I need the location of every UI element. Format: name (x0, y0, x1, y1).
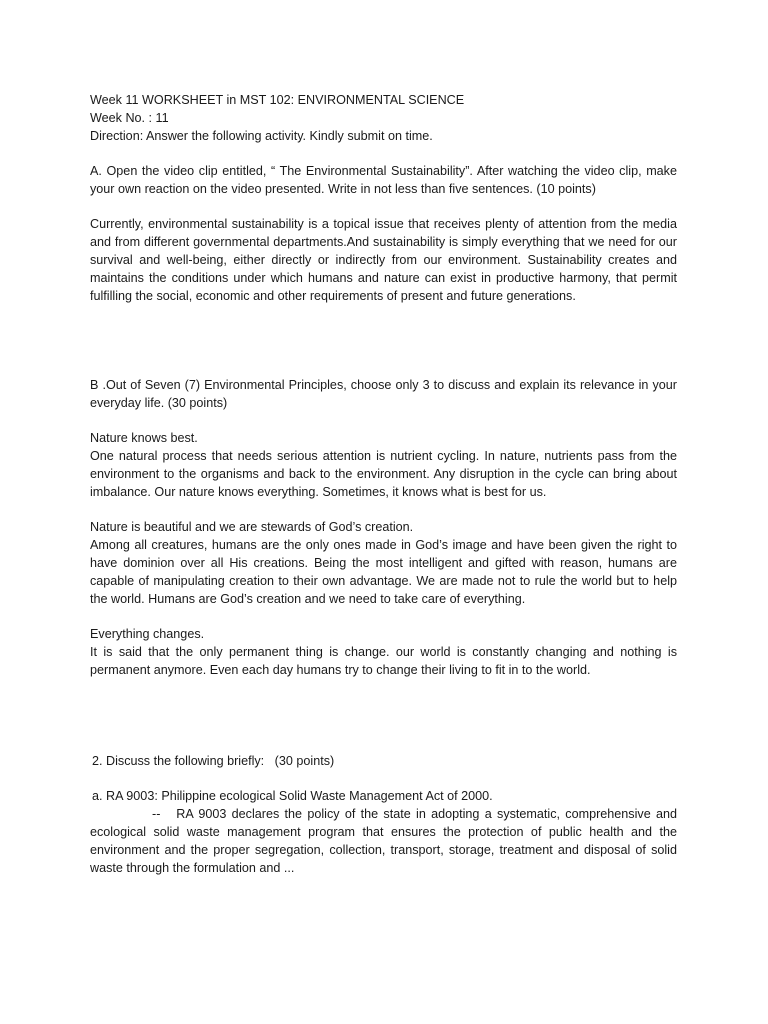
principle-body: Among all creatures, humans are the only ones made in God’s image and have been given the right to have dominion over all His creations. Being the most intelligent and gifted with reason, humans are capable of manipulating creation to their own advantage. We are made not to rule the world but to help the world. Humans are God’s creation and we need to take care of everything. (90, 538, 677, 606)
worksheet-page (90, 91, 681, 877)
principle-heading: Nature knows best. (90, 431, 198, 445)
section-2-prompt: 2. Discuss the following briefly: (30 points) (92, 754, 335, 768)
section-2-item-a-text: -- RA 9003 declares the policy of the state in adopting a systematic, comprehensive and ecological solid waste management program that ensures the protection of public health and the environment and the proper segregation, collection, transport, storage, treatment and disposal of solid waste through the formulation and ... (90, 807, 681, 875)
direction-text: Direction: Answer the following activity. Kindly submit on time. (90, 129, 433, 143)
principle-body: One natural process that needs serious attention is nutrient cycling. In nature, nutrients pass from the environment to the organisms and back to the environment. Any disruption in the cycle can bring about imbalance. Our nature knows everything. Sometimes, it knows what is best for us. (90, 449, 677, 499)
section-a-answer: Currently, environmental sustainability is a topical issue that receives plenty of attention from the media and from different governmental departments.And sustainability is simply everything that we need for our survival and well-being, either directly or indirectly from our environment. Sustainability creates and maintains the conditions under which humans and nature can exist in productive harmony, that permit fulfilling the social, economic and other requirements of present and future generations. (90, 217, 677, 303)
week-number: Week No. : 11 (90, 111, 169, 125)
section-b-prompt: B .Out of Seven (7) Environmental Principles, choose only 3 to discuss and explain its relevance in your everyday life. (30 points) (90, 378, 677, 410)
principle-body: It is said that the only permanent thing is change. our world is constantly changing and nothing is permanent anymore. Even each day humans try to change their living to fit in to the world. (90, 645, 677, 677)
section-2-item-a-title: a. RA 9003: Philippine ecological Solid Waste Management Act of 2000. (92, 789, 493, 803)
section-2-item-a-body (90, 805, 681, 877)
section-a-prompt: A. Open the video clip entitled, “ The Environmental Sustainability”. After watching the video clip, make your own reaction on the video presented. Write in not less than five sentences. (10 points) (90, 164, 677, 196)
principle-heading: Nature is beautiful and we are stewards of God’s creation. (90, 520, 414, 534)
worksheet-title: Week 11 WORKSHEET in MST 102: ENVIRONMENTAL SCIENCE (90, 93, 465, 107)
principle-heading: Everything changes. (90, 627, 205, 641)
